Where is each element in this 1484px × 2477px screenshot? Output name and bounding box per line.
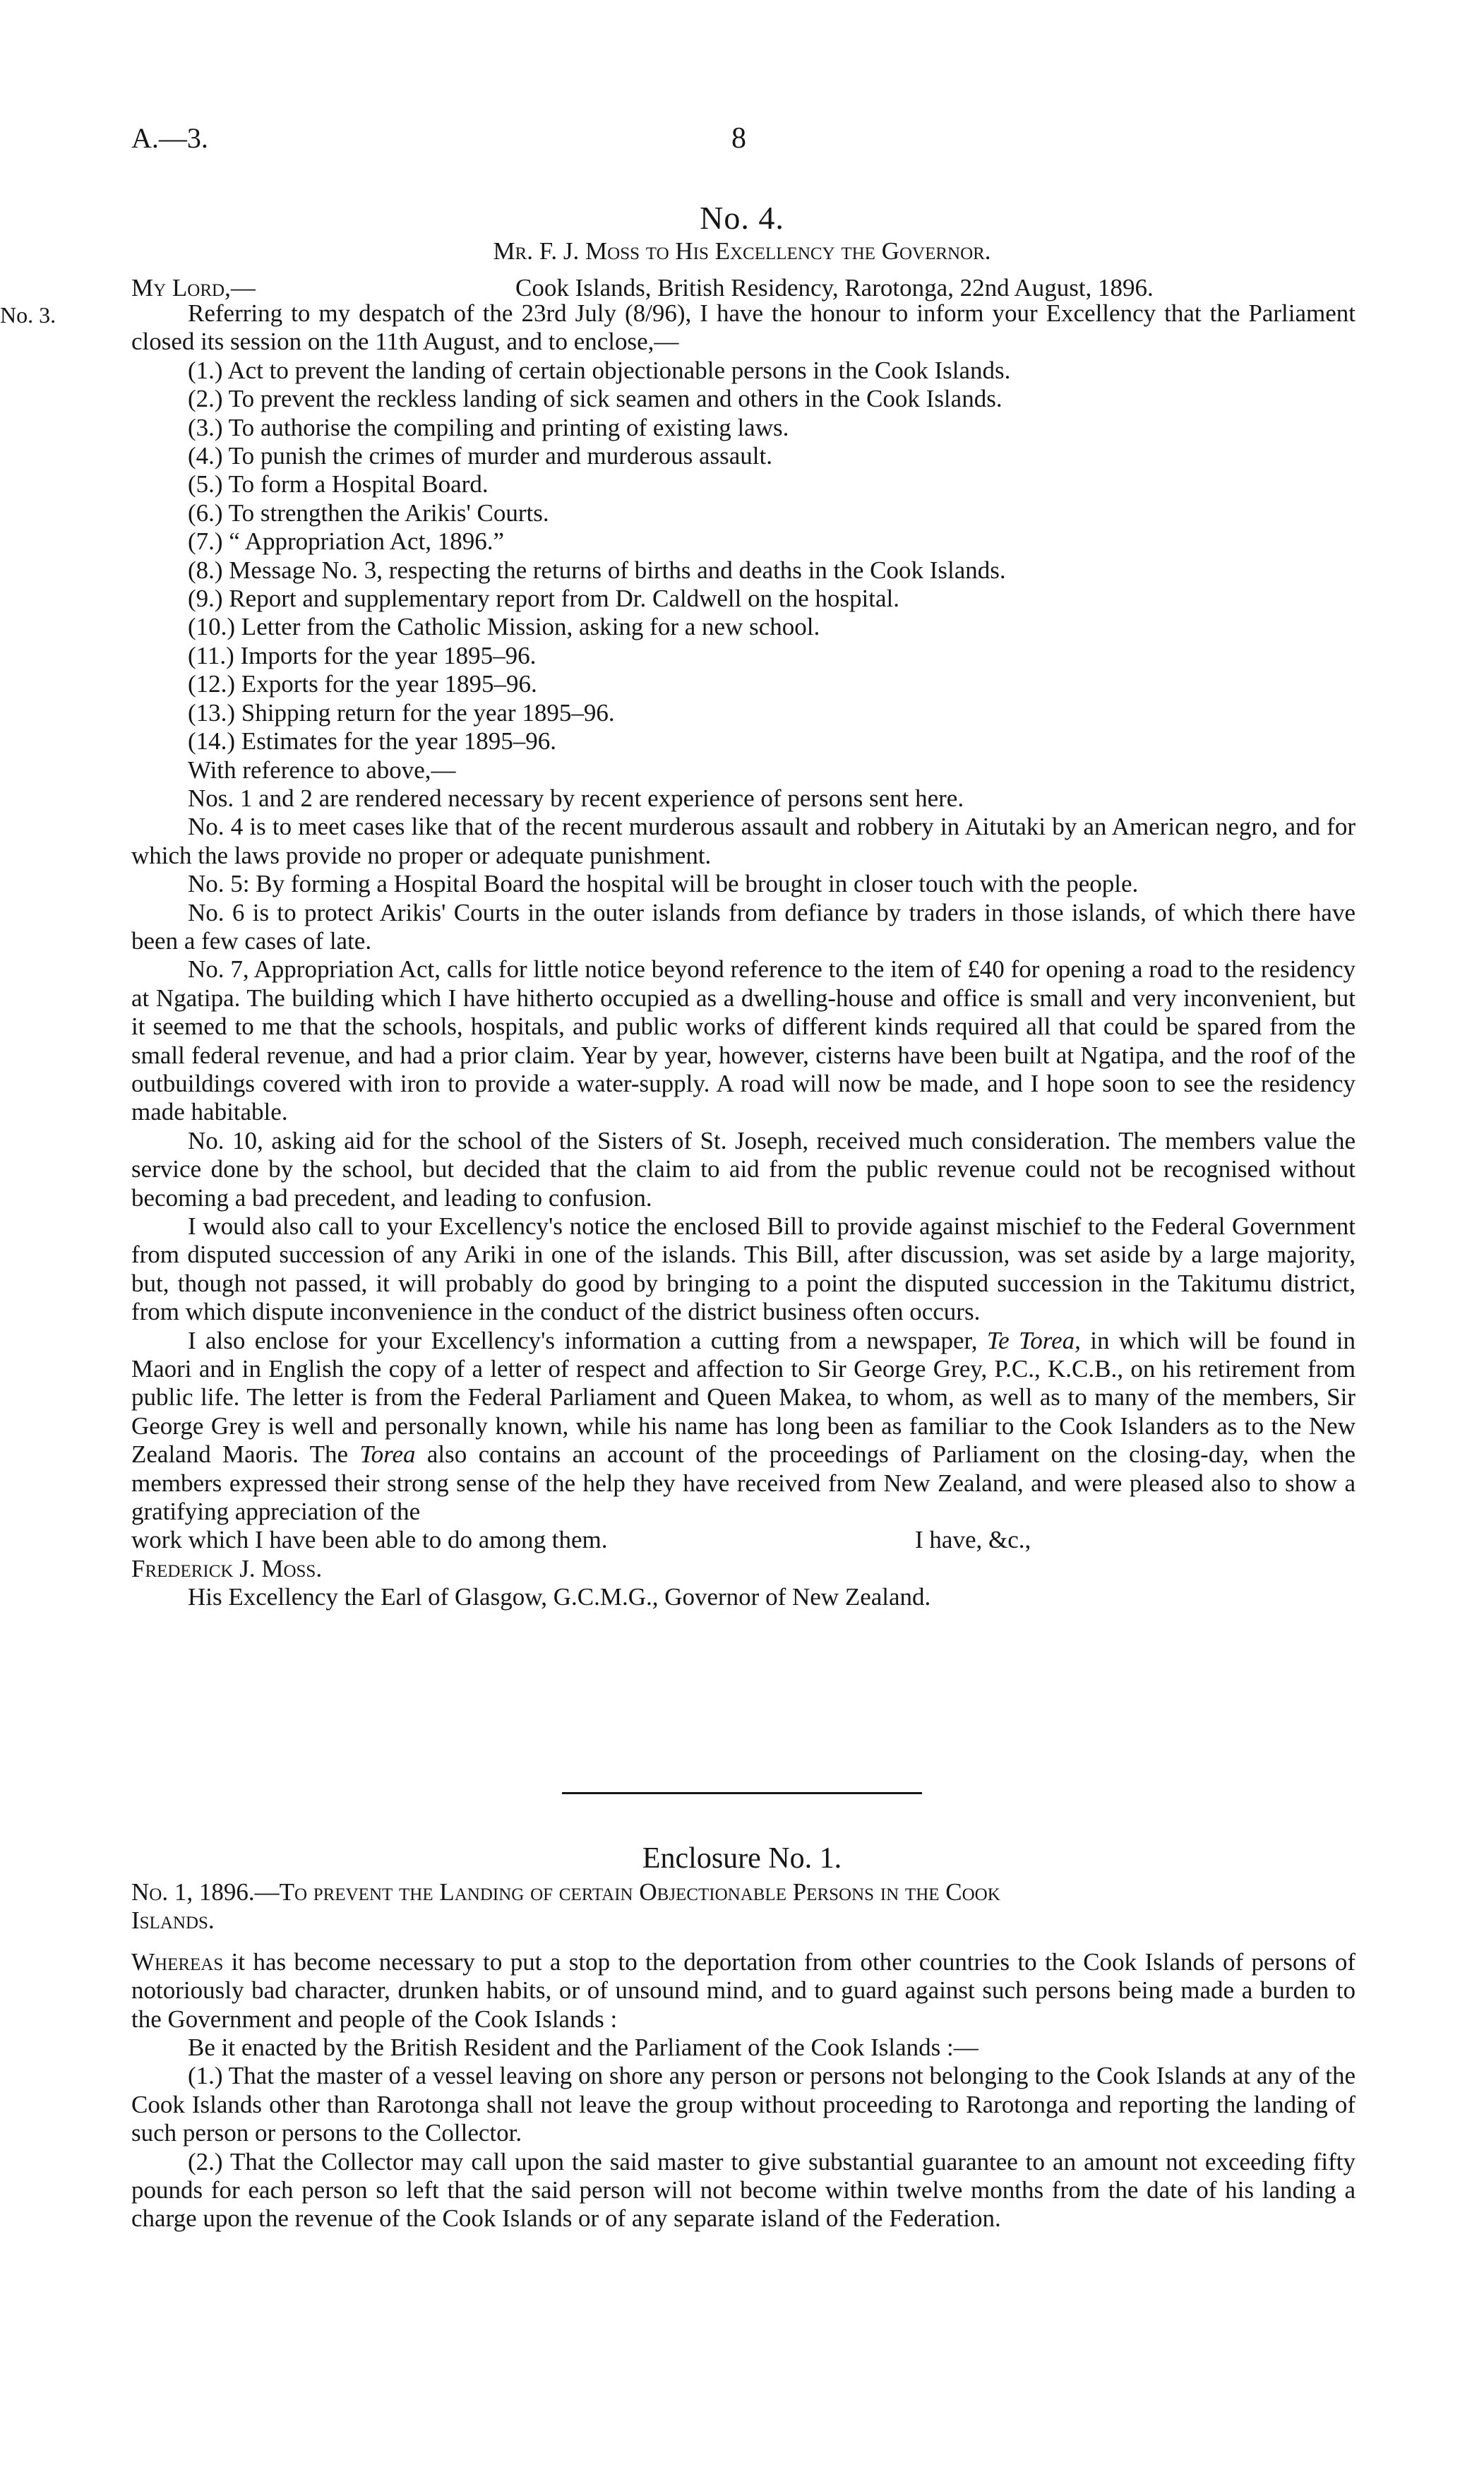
enclosure-list-item: (12.) Exports for the year 1895–96. (188, 670, 537, 698)
preamble-text: it has become necessary to put a stop to the deportation from other countries to the Cook Islands of persons of notoriously bad character, drunken habits, or of unsound mind, and to guard against such persons being made a burden to the Government and people of the Cook Islands : (131, 1947, 1356, 2033)
dateline: Cook Islands, British Residency, Rarotonga, 22nd August, 1896. (515, 274, 1154, 302)
enclosure-list-item: (9.) Report and supplementary report from Dr. Caldwell on the hospital. (188, 585, 899, 613)
newspaper-text: in which will be found in Maori and in English the copy of a letter of respect and affection to Sir George Grey, P.C., K.C.B., on his retirement from public life. The letter is from the Federal Parliament and Queen Makea, to whom, as well as to many of the members, Sir George Grey is well and personally known, while his name has long been as familiar to the Cook Islanders as to the New Zealand Maoris. The (131, 1326, 1356, 1469)
signature: Frederick J. Moss. (131, 1554, 323, 1582)
page-number: 8 (731, 122, 746, 155)
enactment-clause: Be it enacted by the British Resident and the Parliament of the Cook Islands :— (188, 2034, 979, 2062)
closing-line: work which I have been able to do among them. (131, 1526, 608, 1554)
paragraph: No. 7, Appropriation Act, calls for little notice beyond reference to the item of £40 for opening a road to the residency at Ngatipa. The building which I have hitherto occupied as a dwelling-house and office is small and very inconvenient, but it seemed to me that the schools, hospitals, and public works of different kinds required all that could be spared from the small federal revenue, and had a prior claim. Year by year, however, cisterns have been built at Ngatipa, and the roof of the outbuildings covered with iron to provide a water-supply. A road will now be made, and I hope soon to see the residency made habitable. (131, 955, 1356, 1126)
preamble-lead: Whereas (131, 1947, 224, 1976)
enclosure-list-item: (7.) “ Appropriation Act, 1896.” (188, 527, 505, 556)
enclosure-list-item: (6.) To strengthen the Arikis' Courts. (188, 499, 549, 527)
closing-row (131, 1526, 1356, 1554)
act-title: No. 1, 1896.—To prevent the Landing of certain Objectionable Persons in the Cook (131, 1878, 1000, 1906)
letter-body (131, 299, 1356, 1612)
paper-reference: A.—3. (131, 122, 208, 154)
paragraph: With reference to above,— (188, 756, 456, 784)
enclosure-list-item: (3.) To authorise the compiling and printing of existing laws. (188, 413, 789, 441)
enclosure-list-item: (8.) Message No. 3, respecting the returns of births and deaths in the Cook Islands. (188, 556, 1006, 584)
section-divider (562, 1792, 922, 1794)
enclosure-list-item: (13.) Shipping return for the year 1895–96. (188, 698, 615, 727)
act-clause: (1.) That the master of a vessel leaving on shore any person or persons not belonging to the Cook Islands at any of the Cook Islands other than Rarotonga shall not leave the group without proceeding to Rarotonga and reporting the landing of such person or persons to the Collector. (131, 2062, 1356, 2147)
enclosure-list-item: (10.) Letter from the Catholic Mission, asking for a new school. (188, 613, 820, 641)
enclosure-list-item: (11.) Imports for the year 1895–96. (188, 641, 537, 669)
newspaper-text: also contains an account of the proceedings of Parliament on the closing-day, when the members expressed their strong sense of the help they have received from New Zealand, and were pleased also to show a gratifying appreciation of the (131, 1440, 1356, 1526)
paragraph: No. 5: By forming a Hospital Board the hospital will be brought in closer touch with the people. (188, 870, 1139, 898)
enclosure-body (131, 1878, 1356, 2233)
enclosure-list-item: (5.) To form a Hospital Board. (188, 470, 489, 499)
newspaper-text: I also enclose for your Excellency's information a cutting from a newspaper, (188, 1326, 978, 1354)
enclosure-title: Enclosure No. 1. (642, 1842, 842, 1875)
paragraph: No. 10, asking aid for the school of the Sisters of St. Joseph, received much consideration. The members value the service done by the school, but decided that the claim to aid from the public revenue could not be recognised without becoming a bad precedent, and leading to confusion. (131, 1126, 1356, 1212)
complimentary-close: I have, &c., (915, 1526, 1031, 1554)
enclosure-list-item: (4.) To punish the crimes of murder and murderous assault. (188, 442, 772, 470)
newspaper-paragraph (131, 1327, 1356, 1527)
document-number: No. 4. (700, 200, 784, 236)
paragraph: No. 6 is to protect Arikis' Courts in the outer islands from defiance by traders in those islands, of which there have been a few cases of late. (131, 898, 1356, 955)
sender-line: Mr. F. J. Moss to His Excellency the Governor. (493, 237, 991, 265)
paragraph: Nos. 1 and 2 are rendered necessary by recent experience of persons sent here. (188, 784, 964, 812)
act-title-continued: Islands. (131, 1906, 215, 1935)
enclosure-list-item: (2.) To prevent the reckless landing of sick seamen and others in the Cook Islands. (188, 385, 1003, 413)
margin-reference: No. 3. (0, 302, 56, 328)
salutation: My Lord,— (131, 274, 256, 302)
enclosure-list-item: (1.) Act to prevent the landing of certain objectionable persons in the Cook Islands. (188, 356, 1011, 384)
newspaper-name: Te Torea, (986, 1326, 1081, 1354)
paragraph: No. 4 is to meet cases like that of the recent murderous assault and robbery in Aitutaki by an American negro, and for which the laws provide no proper or adequate punishment. (131, 813, 1356, 869)
addressee: His Excellency the Earl of Glasgow, G.C.M.G., Governor of New Zealand. (188, 1583, 931, 1611)
paragraph: I would also call to your Excellency's notice the enclosed Bill to provide against mischief to the Federal Government from disputed succession of any Ariki in one of the islands. This Bill, after discussion, was set aside by a large majority, but, though not passed, it will probably do good by bringing to a point the disputed succession in the Takitumu district, from which dispute inconvenience in the conduct of the district business often occurs. (131, 1212, 1356, 1326)
preamble (131, 1948, 1356, 2034)
newspaper-name-short: Torea (359, 1440, 416, 1469)
opening-paragraph: Referring to my despatch of the 23rd July (8/96), I have the honour to inform your Excellency that the Parliament closed its session on the 11th August, and to enclose,— (131, 299, 1356, 356)
enclosure-list-item: (14.) Estimates for the year 1895–96. (188, 727, 556, 756)
act-clause: (2.) That the Collector may call upon the said master to give substantial guarantee to an amount not exceeding fifty pounds for each person so left that the said person will not become within twelve months from the date of his landing a charge upon the revenue of the Cook Islands or of any separate island of the Federation. (131, 2147, 1356, 2233)
